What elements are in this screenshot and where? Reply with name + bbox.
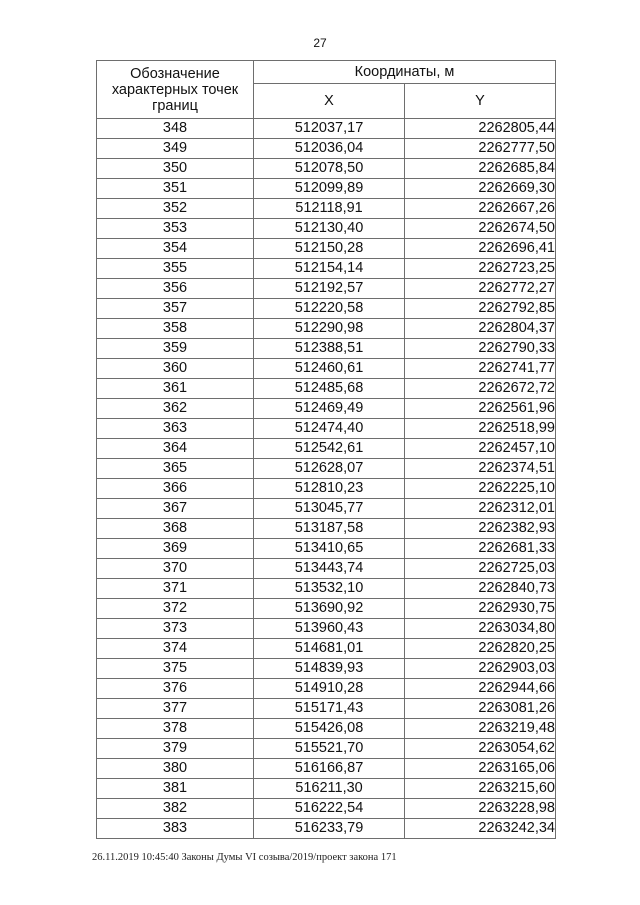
point-number-cell: 360 xyxy=(97,359,254,379)
y-coordinate-cell: 2262944,66 xyxy=(405,679,556,699)
y-coordinate-cell: 2263054,62 xyxy=(405,739,556,759)
table-row xyxy=(97,339,556,359)
table-row xyxy=(97,239,556,259)
point-number-cell: 375 xyxy=(97,659,254,679)
y-coordinate-cell: 2263219,48 xyxy=(405,719,556,739)
table-header xyxy=(97,61,556,119)
table-row xyxy=(97,539,556,559)
point-number-cell: 358 xyxy=(97,319,254,339)
table-row xyxy=(97,439,556,459)
x-coordinate-cell: 516166,87 xyxy=(254,759,405,779)
y-coordinate-cell: 2262382,93 xyxy=(405,519,556,539)
x-coordinate-cell: 516211,30 xyxy=(254,779,405,799)
y-coordinate-cell: 2262374,51 xyxy=(405,459,556,479)
table-row xyxy=(97,579,556,599)
point-number-cell: 371 xyxy=(97,579,254,599)
y-coordinate-cell: 2263228,98 xyxy=(405,799,556,819)
y-coordinate-cell: 2262457,10 xyxy=(405,439,556,459)
point-number-cell: 368 xyxy=(97,519,254,539)
x-coordinate-cell: 512118,91 xyxy=(254,199,405,219)
y-coordinate-cell: 2263242,34 xyxy=(405,819,556,839)
point-number-cell: 355 xyxy=(97,259,254,279)
header-coordinates: Координаты, м xyxy=(254,61,556,84)
y-coordinate-cell: 2262903,03 xyxy=(405,659,556,679)
x-coordinate-cell: 514681,01 xyxy=(254,639,405,659)
y-coordinate-cell: 2262681,33 xyxy=(405,539,556,559)
y-coordinate-cell: 2262804,37 xyxy=(405,319,556,339)
table-row xyxy=(97,639,556,659)
document-footer: 26.11.2019 10:45:40 Законы Думы VI созыва/2019/проект закона 171 xyxy=(92,852,397,863)
y-coordinate-cell: 2262840,73 xyxy=(405,579,556,599)
y-coordinate-cell: 2263215,60 xyxy=(405,779,556,799)
x-coordinate-cell: 512130,40 xyxy=(254,219,405,239)
x-coordinate-cell: 515171,43 xyxy=(254,699,405,719)
table-row xyxy=(97,399,556,419)
table-row xyxy=(97,479,556,499)
x-coordinate-cell: 514839,93 xyxy=(254,659,405,679)
table-row xyxy=(97,139,556,159)
x-coordinate-cell: 512469,49 xyxy=(254,399,405,419)
table-row xyxy=(97,299,556,319)
point-number-cell: 380 xyxy=(97,759,254,779)
point-number-cell: 372 xyxy=(97,599,254,619)
point-number-cell: 377 xyxy=(97,699,254,719)
table-row xyxy=(97,199,556,219)
point-number-cell: 353 xyxy=(97,219,254,239)
x-coordinate-cell: 513045,77 xyxy=(254,499,405,519)
point-number-cell: 348 xyxy=(97,119,254,139)
point-number-cell: 376 xyxy=(97,679,254,699)
x-coordinate-cell: 512099,89 xyxy=(254,179,405,199)
table-row xyxy=(97,679,556,699)
x-coordinate-cell: 512078,50 xyxy=(254,159,405,179)
table-row xyxy=(97,739,556,759)
x-coordinate-cell: 512290,98 xyxy=(254,319,405,339)
table-row xyxy=(97,219,556,239)
x-coordinate-cell: 512485,68 xyxy=(254,379,405,399)
y-coordinate-cell: 2262669,30 xyxy=(405,179,556,199)
table-row xyxy=(97,599,556,619)
point-number-cell: 350 xyxy=(97,159,254,179)
x-coordinate-cell: 512388,51 xyxy=(254,339,405,359)
table-row xyxy=(97,779,556,799)
y-coordinate-cell: 2262820,25 xyxy=(405,639,556,659)
table-row xyxy=(97,119,556,139)
y-coordinate-cell: 2262696,41 xyxy=(405,239,556,259)
point-number-cell: 382 xyxy=(97,799,254,819)
x-coordinate-cell: 512192,57 xyxy=(254,279,405,299)
y-coordinate-cell: 2262685,84 xyxy=(405,159,556,179)
y-coordinate-cell: 2262772,27 xyxy=(405,279,556,299)
x-coordinate-cell: 512628,07 xyxy=(254,459,405,479)
table-row xyxy=(97,319,556,339)
table-row xyxy=(97,279,556,299)
point-number-cell: 366 xyxy=(97,479,254,499)
point-number-cell: 352 xyxy=(97,199,254,219)
x-coordinate-cell: 512154,14 xyxy=(254,259,405,279)
x-coordinate-cell: 512036,04 xyxy=(254,139,405,159)
x-coordinate-cell: 516222,54 xyxy=(254,799,405,819)
y-coordinate-cell: 2262805,44 xyxy=(405,119,556,139)
y-coordinate-cell: 2262741,77 xyxy=(405,359,556,379)
y-coordinate-cell: 2262723,25 xyxy=(405,259,556,279)
x-coordinate-cell: 513532,10 xyxy=(254,579,405,599)
point-number-cell: 379 xyxy=(97,739,254,759)
y-coordinate-cell: 2262672,72 xyxy=(405,379,556,399)
y-coordinate-cell: 2263165,06 xyxy=(405,759,556,779)
point-number-cell: 367 xyxy=(97,499,254,519)
x-coordinate-cell: 513960,43 xyxy=(254,619,405,639)
table-body xyxy=(97,119,556,839)
y-coordinate-cell: 2262674,50 xyxy=(405,219,556,239)
point-number-cell: 357 xyxy=(97,299,254,319)
table-row xyxy=(97,619,556,639)
x-coordinate-cell: 512150,28 xyxy=(254,239,405,259)
header-x: X xyxy=(254,84,405,119)
table-row xyxy=(97,519,556,539)
x-coordinate-cell: 516233,79 xyxy=(254,819,405,839)
x-coordinate-cell: 513690,92 xyxy=(254,599,405,619)
header-y: Y xyxy=(405,84,556,119)
point-number-cell: 361 xyxy=(97,379,254,399)
x-coordinate-cell: 512220,58 xyxy=(254,299,405,319)
point-number-cell: 364 xyxy=(97,439,254,459)
x-coordinate-cell: 515521,70 xyxy=(254,739,405,759)
x-coordinate-cell: 513410,65 xyxy=(254,539,405,559)
point-number-cell: 378 xyxy=(97,719,254,739)
header-point-designation: Обозначение характерных точек границ xyxy=(97,61,254,119)
x-coordinate-cell: 512474,40 xyxy=(254,419,405,439)
point-number-cell: 354 xyxy=(97,239,254,259)
x-coordinate-cell: 513443,74 xyxy=(254,559,405,579)
x-coordinate-cell: 512810,23 xyxy=(254,479,405,499)
y-coordinate-cell: 2263081,26 xyxy=(405,699,556,719)
x-coordinate-cell: 514910,28 xyxy=(254,679,405,699)
table-row xyxy=(97,459,556,479)
table-row xyxy=(97,759,556,779)
point-number-cell: 370 xyxy=(97,559,254,579)
point-number-cell: 373 xyxy=(97,619,254,639)
table-row xyxy=(97,819,556,839)
table-row xyxy=(97,659,556,679)
point-number-cell: 351 xyxy=(97,179,254,199)
table-row xyxy=(97,359,556,379)
point-number-cell: 369 xyxy=(97,539,254,559)
y-coordinate-cell: 2262312,01 xyxy=(405,499,556,519)
point-number-cell: 374 xyxy=(97,639,254,659)
point-number-cell: 362 xyxy=(97,399,254,419)
point-number-cell: 359 xyxy=(97,339,254,359)
table-row xyxy=(97,719,556,739)
point-number-cell: 363 xyxy=(97,419,254,439)
x-coordinate-cell: 513187,58 xyxy=(254,519,405,539)
y-coordinate-cell: 2262225,10 xyxy=(405,479,556,499)
y-coordinate-cell: 2262725,03 xyxy=(405,559,556,579)
x-coordinate-cell: 512542,61 xyxy=(254,439,405,459)
table-row xyxy=(97,379,556,399)
y-coordinate-cell: 2262667,26 xyxy=(405,199,556,219)
table-row xyxy=(97,419,556,439)
y-coordinate-cell: 2262777,50 xyxy=(405,139,556,159)
boundary-points-table xyxy=(96,60,556,839)
point-number-cell: 383 xyxy=(97,819,254,839)
page-number: 27 xyxy=(313,36,327,50)
table-row xyxy=(97,159,556,179)
point-number-cell: 349 xyxy=(97,139,254,159)
x-coordinate-cell: 515426,08 xyxy=(254,719,405,739)
table-row xyxy=(97,259,556,279)
point-number-cell: 381 xyxy=(97,779,254,799)
x-coordinate-cell: 512460,61 xyxy=(254,359,405,379)
table-row xyxy=(97,499,556,519)
table-row xyxy=(97,799,556,819)
y-coordinate-cell: 2263034,80 xyxy=(405,619,556,639)
y-coordinate-cell: 2262518,99 xyxy=(405,419,556,439)
table-row xyxy=(97,179,556,199)
x-coordinate-cell: 512037,17 xyxy=(254,119,405,139)
y-coordinate-cell: 2262561,96 xyxy=(405,399,556,419)
y-coordinate-cell: 2262792,85 xyxy=(405,299,556,319)
point-number-cell: 356 xyxy=(97,279,254,299)
table-row xyxy=(97,699,556,719)
point-number-cell: 365 xyxy=(97,459,254,479)
y-coordinate-cell: 2262930,75 xyxy=(405,599,556,619)
table-row xyxy=(97,559,556,579)
y-coordinate-cell: 2262790,33 xyxy=(405,339,556,359)
